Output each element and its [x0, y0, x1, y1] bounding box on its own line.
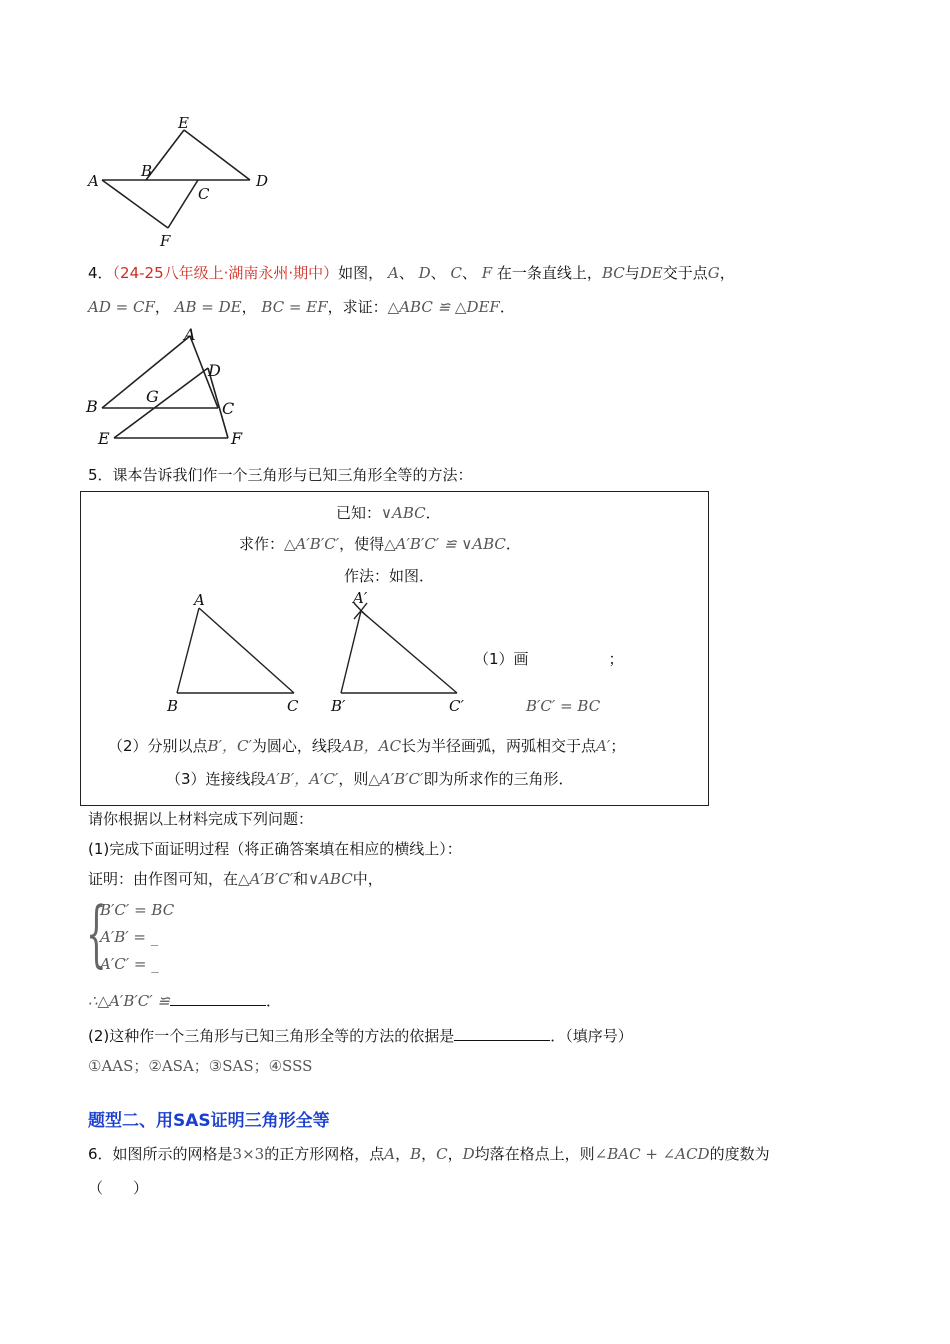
q5-please: 请你根据以上材料完成下列问题：	[88, 810, 314, 828]
q5-right-C: C′	[449, 697, 464, 715]
q5-sub-2: (2)这种作一个三角形与已知三角形全等的方法的依据是 ．（填序号）	[88, 1027, 633, 1045]
q5-step-1: （1）画 ；	[474, 650, 624, 668]
fig1-label-D: D	[256, 172, 269, 190]
figure-1-diagram	[80, 110, 280, 250]
q5-sub-1: (1)完成下面证明过程（将正确答案填在相应的横线上）：	[88, 840, 462, 858]
fig1-label-F: F	[160, 232, 171, 250]
q5-step-2: （2）分别以点B′，C′为圆心，线段AB，AC长为半径画弧，两弧相交于点A′；	[108, 737, 626, 755]
q5-required: 求作：△A′B′C′，使得△A′B′C′ ≌ ∨ABC．	[239, 535, 521, 553]
q5-left-C: C	[287, 697, 299, 715]
q5-left-A: A	[194, 592, 205, 609]
q5-brace-line-3: A′C′ = _	[100, 955, 159, 973]
q5-known: 已知：∨ABC．	[336, 504, 441, 522]
q4-line-2: AD = CF， AB = DE， BC = EF，求证：△ABC ≌ △DEF．	[88, 298, 515, 316]
fig2-label-A: A	[184, 325, 196, 344]
fig2-label-F: F	[231, 429, 243, 448]
q5-triangle-a1b1c1	[321, 589, 471, 717]
fig2-label-G: G	[146, 387, 159, 406]
q5-method: 作法：如图．	[344, 567, 435, 585]
q6-line-1: 6．如图所示的网格是3×3的正方形网格，点A，B，C，D均落在格点上，则∠BAC + ∠ACD的度数为	[88, 1145, 770, 1163]
q5-brace-line-2: A′B′ = _	[100, 928, 159, 946]
q5-right-A: A′	[353, 589, 368, 607]
q5-construction-box	[80, 491, 709, 806]
fig1-label-E: E	[178, 114, 189, 132]
q6-answer-paren: （ ）	[88, 1179, 149, 1197]
q5-step-1-eq: B′C′ = BC	[526, 697, 601, 715]
q4-source: （24-25八年级上·湖南永州·期中）	[112, 264, 339, 282]
q5-intro: 5．课本告诉我们作一个三角形与已知三角形全等的方法：	[88, 466, 473, 484]
q5-left-B: B	[167, 697, 179, 715]
fig2-label-D: D	[208, 361, 221, 380]
q5-answer-blank-2[interactable]	[454, 1026, 550, 1041]
fig2-label-E: E	[98, 429, 110, 448]
figure-2-diagram	[80, 322, 260, 450]
fig1-label-C: C	[198, 185, 210, 203]
q4-line-1: 4．（24-25八年级上·湖南永州·期中）如图， A、 D、 C、 F 在一条直线上，BC与DE交于点G，	[88, 264, 735, 282]
q5-options: ①AAS；②ASA；③SAS；④SSS	[88, 1057, 313, 1075]
section-title: 题型二、用SAS证明三角形全等	[88, 1111, 330, 1131]
q5-right-B: B′	[331, 697, 346, 715]
q5-answer-blank-1[interactable]	[170, 991, 266, 1006]
q5-step-3: （3）连接线段A′B′，A′C′，则△A′B′C′即为所求作的三角形．	[166, 770, 574, 788]
q5-proof-intro: 证明：由作图可知，在△A′B′C′和∨ABC中，	[88, 870, 383, 888]
q5-triangle-abc	[161, 592, 311, 717]
fig1-label-B: B	[141, 162, 153, 180]
q5-brace-icon: {	[86, 891, 107, 975]
q5-therefore: ∴△A′B′C′ ≌ ．	[88, 992, 281, 1010]
q5-brace-line-1: B′C′ = BC	[100, 901, 175, 919]
fig2-label-B: B	[86, 397, 98, 416]
fig2-label-C: C	[222, 399, 235, 418]
fig1-label-A: A	[88, 172, 99, 190]
